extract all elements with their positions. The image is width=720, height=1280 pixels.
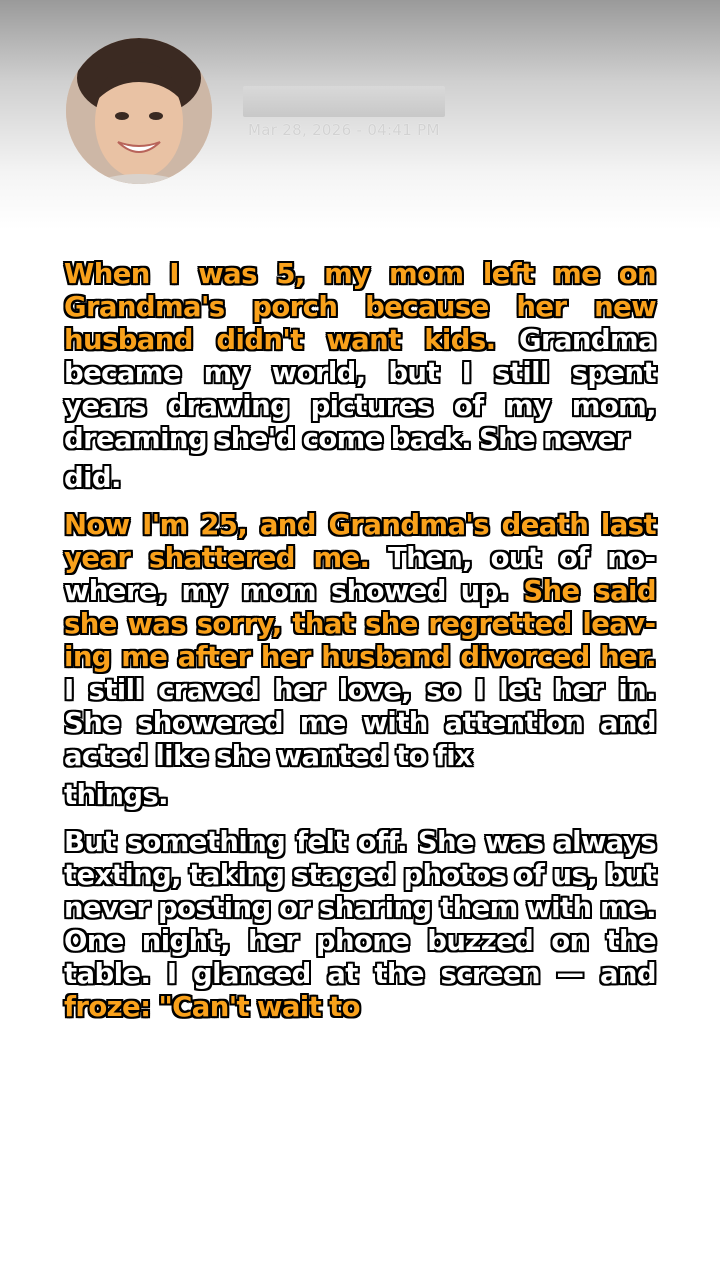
paragraph-1: [64, 258, 656, 495]
paragraph-3: [64, 826, 656, 1024]
highlighted-text: When I was 5, my mom left me on Grandma's porch because her new husband didn't want kids.: [64, 258, 656, 356]
paragraph-1-tail: did.: [64, 462, 121, 494]
paragraph-1-text: [64, 258, 656, 455]
paragraph-2-tail: things.: [64, 779, 169, 811]
body-text: Then, out of nowhere, my mom showed up.: [64, 542, 656, 607]
profile-photo-icon: [66, 38, 212, 184]
post-timestamp: Mar 28, 2026 - 04:41 PM: [248, 121, 440, 139]
highlighted-text: froze: "Can't wait to: [64, 991, 360, 1023]
avatar[interactable]: [66, 38, 212, 184]
paragraph-3-text: [64, 826, 656, 1023]
body-text: But something felt off. She was always texting, taking staged photos of us, but never posting or sharing them with me. One night, her phone buzzed on the table. I glanced at the screen — and: [64, 826, 656, 990]
body-text: Grandma became my world, but I still spent years drawing pictures of my mom, dreaming she'd come back. She never: [64, 324, 656, 455]
highlighted-text: Now I'm 25, and Grandma's death last year shattered me.: [64, 509, 656, 574]
post-header: [0, 0, 720, 230]
paragraph-2: [64, 509, 656, 812]
paragraph-2-text: [64, 509, 656, 772]
story-text: [64, 258, 656, 1038]
body-text: I still craved her love, so I let her in. She showered me with attention and acted like she wanted to fix: [64, 674, 656, 772]
highlighted-text: She said she was sorry, that she regretted leaving me after her husband divorced her.: [64, 575, 656, 673]
redacted-username: [243, 86, 445, 117]
